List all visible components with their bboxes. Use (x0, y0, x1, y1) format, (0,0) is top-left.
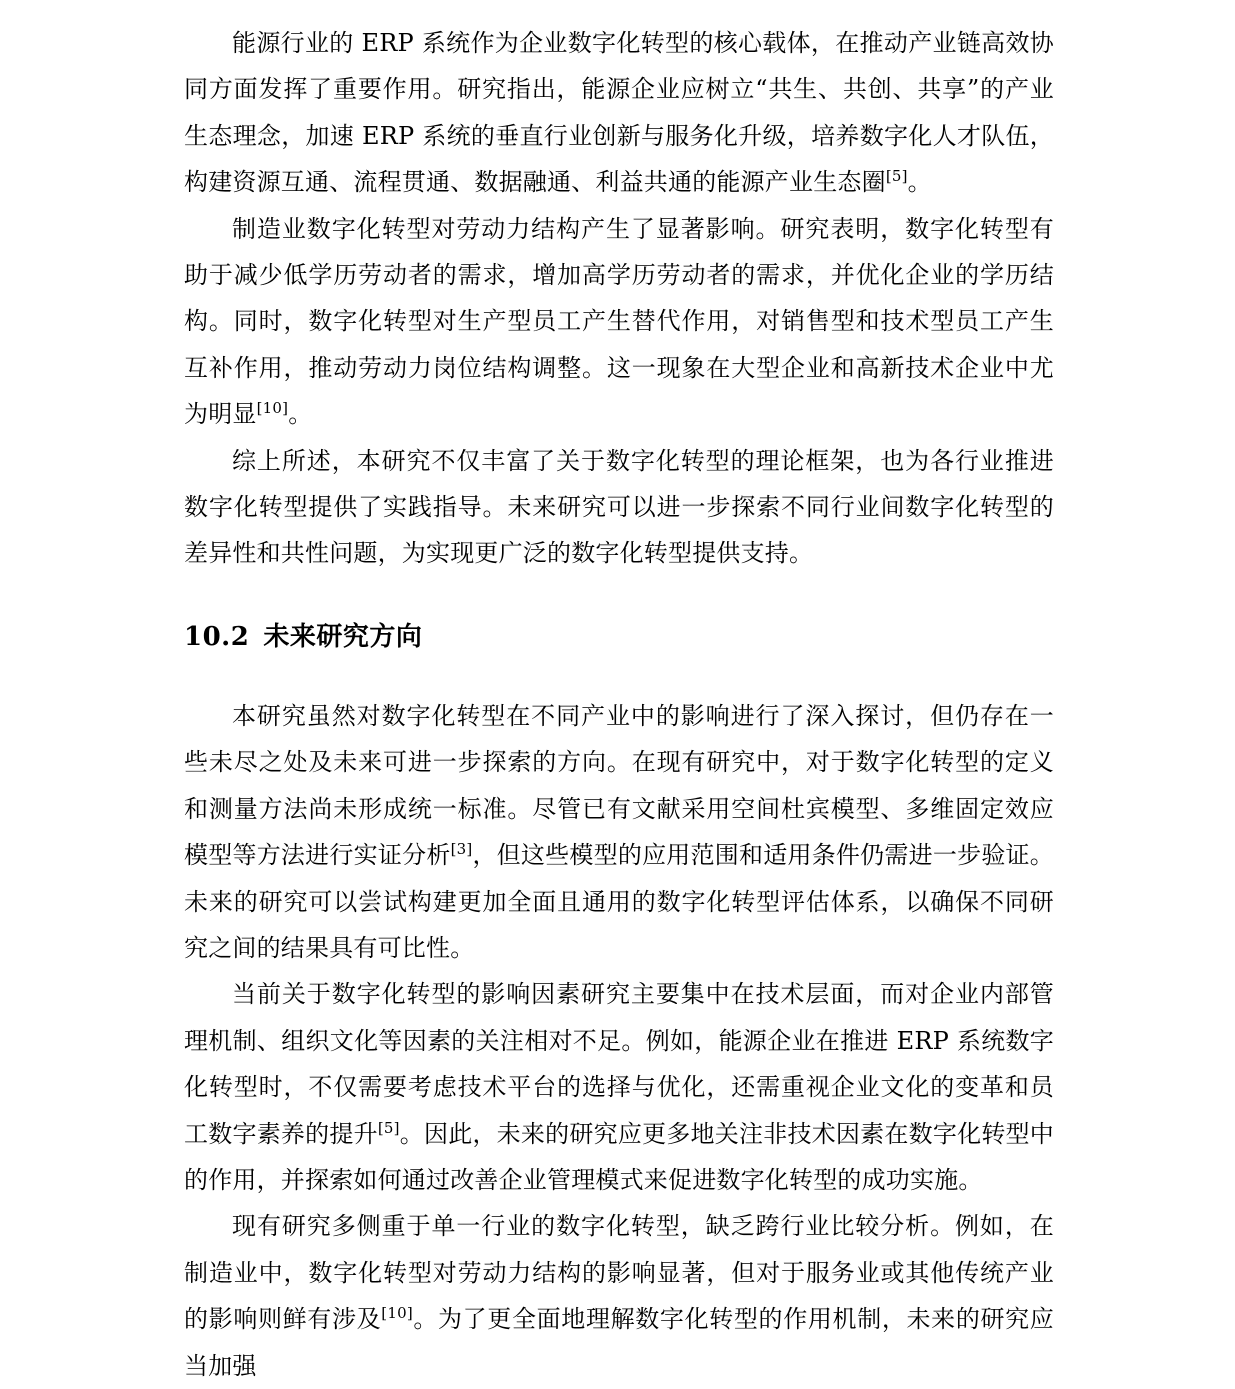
paragraph-text: 本研究虽然对数字化转型在不同产业中的影响进行了深入探讨，但仍存在一些未尽之处及未来可进一步探索的方向。在现有研究中，对于数字化转型的定义和测量方法尚未形成统一标准。尽管已有文献采用空间杜宾模型、多维固定效应模型等方法进行实证分析 (184, 701, 1054, 870)
paragraph-energy-erp (184, 20, 1054, 206)
citation: [5] (377, 1118, 400, 1137)
section-heading (184, 617, 1054, 657)
paragraph-text: 制造业数字化转型对劳动力结构产生了显著影响。研究表明，数字化转型有助于减少低学历劳动者的需求，增加高学历劳动者的需求，并优化企业的学历结构。同时，数字化转型对生产型员工产生替代作用，对销售型和技术型员工产生互补作用，推动劳动力岗位结构调整。这一现象在大型企业和高新技术企业中尤为明显 (184, 214, 1054, 429)
paragraph-measurement (184, 693, 1054, 971)
document-page (184, 20, 1054, 1389)
section-title: 未来研究方向 (263, 621, 423, 652)
paragraph-text: 当前关于数字化转型的影响因素研究主要集中在技术层面，而对企业内部管理机制、组织文化等因素的关注相对不足。例如，能源企业在推进 ERP 系统数字化转型时，不仅需要考虑技术平台的选择与优化，还需重视企业文化的变革和员工数字素养的提升 (184, 980, 1054, 1148)
paragraph-tail: 。因此，未来的研究应更多地关注非技术因素在数字化转型中的作用，并探索如何通过改善企业管理模式来促进数字化转型的成功实施。 (184, 1119, 1054, 1194)
citation: [5] (885, 167, 908, 186)
paragraph-influence-factors (184, 971, 1054, 1203)
paragraph-tail: 。 (907, 168, 932, 197)
citation: [10] (256, 399, 289, 418)
citation: [3] (450, 840, 473, 859)
paragraph-tail: ，但这些模型的应用范围和适用条件仍需进一步验证。未来的研究可以尝试构建更加全面且通用的数字化转型评估体系，以确保不同研究之间的结果具有可比性。 (184, 841, 1054, 962)
paragraph-cross-industry (184, 1203, 1054, 1389)
paragraph-text: 现有研究多侧重于单一行业的数字化转型，缺乏跨行业比较分析。例如，在制造业中，数字化转型对劳动力结构的影响显著，但对于服务业或其他传统产业的影响则鲜有涉及 (184, 1212, 1054, 1334)
paragraph-tail: 。 (288, 400, 313, 429)
paragraph-text: 能源行业的 ERP 系统作为企业数字化转型的核心载体，在推动产业链高效协同方面发挥了重要作用。研究指出，能源企业应树立“共生、共创、共享”的产业生态理念，加速 ERP 系统的垂直行业创新与服务化升级，培养数字化人才队伍，构建资源互通、流程贯通、数据融通、利益共通的能源产业生态圈 (184, 29, 1054, 197)
paragraph-summary (184, 438, 1054, 577)
paragraph-tail: 。为了更全面地理解数字化转型的作用机制，未来的研究应当加强 (184, 1305, 1054, 1380)
section-number: 10.2 (184, 621, 250, 652)
paragraph-manufacturing-labor (184, 206, 1054, 438)
citation: [10] (381, 1304, 413, 1323)
paragraph-text: 综上所述，本研究不仅丰富了关于数字化转型的理论框架，也为各行业推进数字化转型提供了实践指导。未来研究可以进一步探索不同行业间数字化转型的差异性和共性问题，为实现更广泛的数字化转型提供支持。 (184, 446, 1054, 568)
